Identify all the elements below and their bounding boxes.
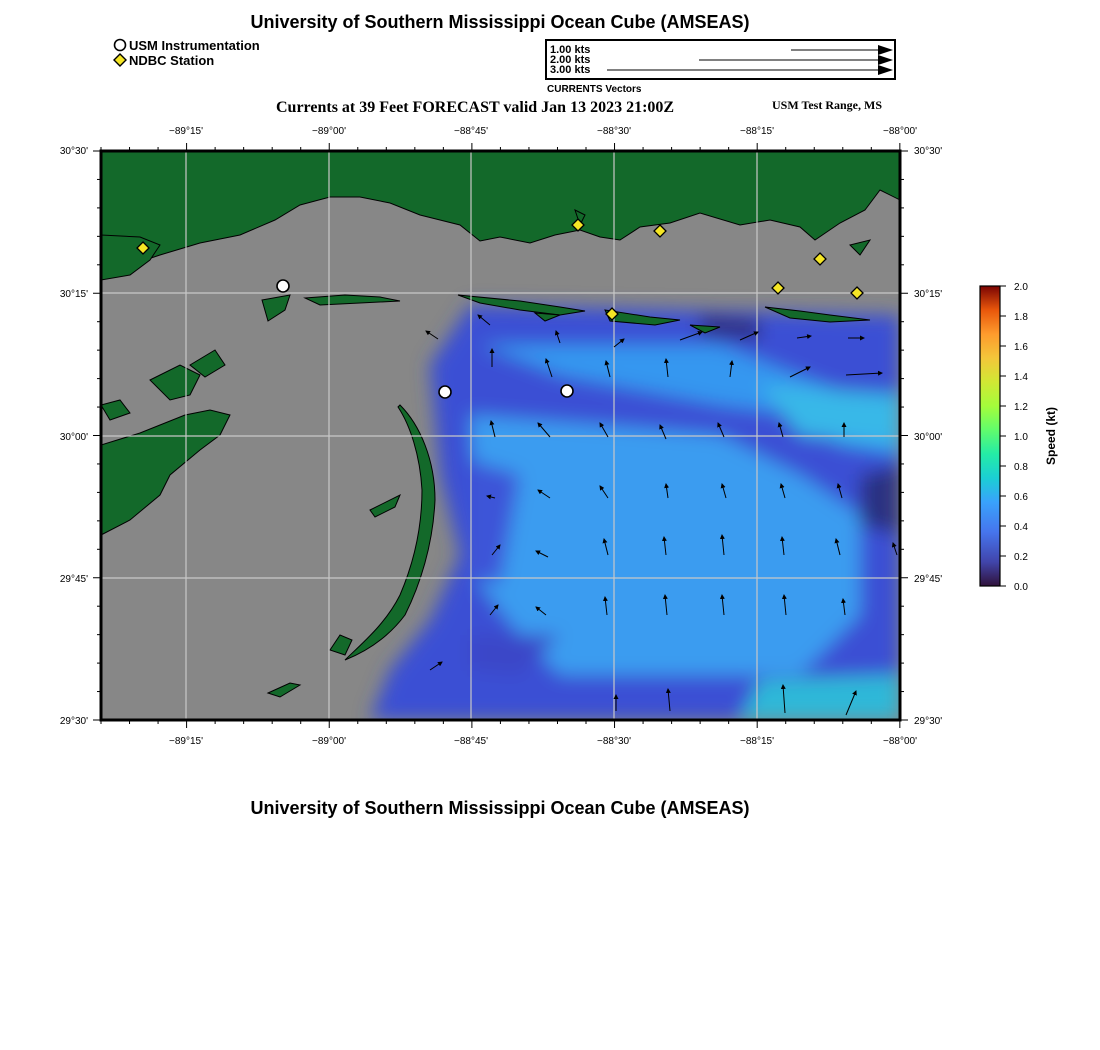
colorbar-tick-label: 0.2 bbox=[1014, 552, 1028, 563]
top-tick-label: −89°00' bbox=[312, 126, 346, 137]
colorbar-tick-label: 1.8 bbox=[1014, 312, 1028, 323]
usm-station-marker[interactable] bbox=[561, 385, 573, 397]
left-tick-label: 30°30' bbox=[59, 146, 88, 157]
usm-station-marker[interactable] bbox=[439, 386, 451, 398]
left-tick-label: 29°45' bbox=[59, 574, 88, 585]
colorbar-tick-label: 0.4 bbox=[1014, 522, 1028, 533]
map-title: University of Southern Mississippi Ocean Cube (AMSEAS) bbox=[250, 12, 750, 32]
legend-ndbc-station bbox=[113, 53, 214, 68]
top-tick-label: −88°00' bbox=[883, 126, 917, 137]
colorbar-tick-label: 0.6 bbox=[1014, 492, 1028, 503]
footer-title: University of Southern Mississippi Ocean Cube (AMSEAS) bbox=[250, 798, 750, 818]
current-map bbox=[0, 115, 960, 755]
top-tick-label: −88°15' bbox=[740, 126, 774, 137]
bottom-axis bbox=[169, 736, 917, 747]
top-axis bbox=[169, 126, 917, 137]
top-tick-label: −89°15' bbox=[169, 126, 203, 137]
left-tick-label: 30°00' bbox=[59, 432, 88, 443]
left-tick-label: 29°30' bbox=[59, 716, 88, 727]
vector-key-entry-2: 2.00 kts bbox=[550, 54, 591, 66]
ndbc-diamond-icon bbox=[113, 53, 129, 67]
left-tick-label: 30°15' bbox=[59, 289, 88, 300]
bottom-tick-label: −88°30' bbox=[597, 736, 631, 747]
colorbar-tick-label: 0.8 bbox=[1014, 462, 1028, 473]
colorbar-tick-label: 1.4 bbox=[1014, 372, 1028, 383]
map-subtitle: Currents at 39 Feet FORECAST valid Jan 13 2023 21:00Z bbox=[276, 99, 675, 116]
vector-key-entry-3: 3.00 kts bbox=[550, 64, 591, 76]
left-axis bbox=[60, 146, 88, 727]
right-tick-label: 29°30' bbox=[914, 716, 943, 727]
vector-key-caption: CURRENTS Vectors bbox=[547, 84, 642, 95]
colorbar-tick-label: 1.0 bbox=[1014, 432, 1028, 443]
speed-colorbar bbox=[970, 280, 1070, 595]
top-tick-label: −88°45' bbox=[454, 126, 488, 137]
colorbar-label: Speed (kt) bbox=[1044, 406, 1058, 466]
colorbar-tick-label: 1.6 bbox=[1014, 342, 1028, 353]
legend-ndbc-label: NDBC Station bbox=[129, 53, 215, 68]
vector-key-entry-1: 1.00 kts bbox=[550, 44, 591, 56]
bottom-tick-label: −88°00' bbox=[883, 736, 917, 747]
right-tick-label: 30°15' bbox=[914, 289, 943, 300]
colorbar-tick-label: 1.2 bbox=[1014, 402, 1028, 413]
speed-field bbox=[370, 305, 900, 720]
right-tick-label: 30°30' bbox=[914, 146, 943, 157]
usm-station-marker[interactable] bbox=[277, 280, 289, 292]
usm-circle-icon bbox=[113, 38, 129, 52]
colorbar-tick-label: 0.0 bbox=[1014, 582, 1028, 593]
colorbar-gradient bbox=[980, 286, 1000, 586]
legend-usm-label: USM Instrumentation bbox=[129, 38, 260, 53]
top-tick-label: −88°30' bbox=[597, 126, 631, 137]
right-axis bbox=[914, 146, 942, 727]
bottom-tick-label: −89°15' bbox=[169, 736, 203, 747]
right-tick-label: 30°00' bbox=[914, 432, 943, 443]
vector-key bbox=[545, 39, 897, 81]
region-label: USM Test Range, MS bbox=[772, 98, 883, 112]
colorbar-tick-label: 2.0 bbox=[1014, 282, 1028, 293]
bottom-tick-label: −88°45' bbox=[454, 736, 488, 747]
legend-usm-instrumentation bbox=[113, 38, 260, 53]
right-tick-label: 29°45' bbox=[914, 574, 943, 585]
bottom-tick-label: −88°15' bbox=[740, 736, 774, 747]
bottom-tick-label: −89°00' bbox=[312, 736, 346, 747]
